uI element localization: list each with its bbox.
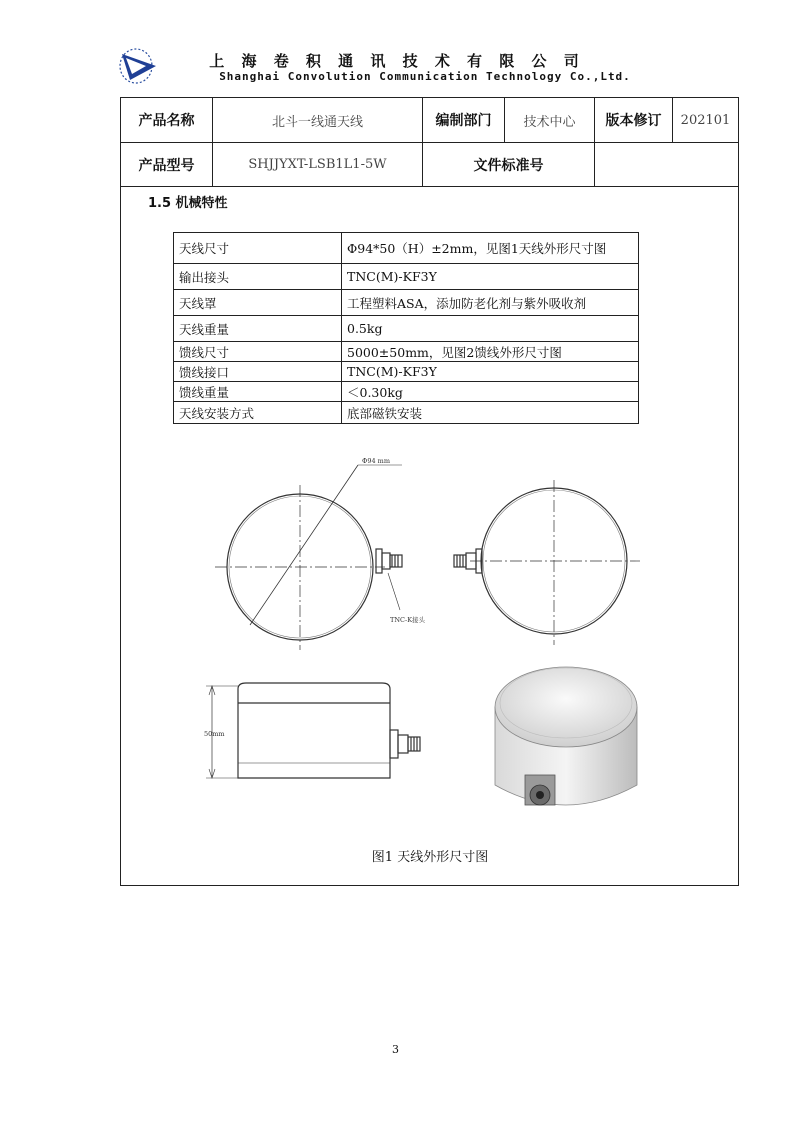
spec-key: 馈线尺寸 [174,342,342,362]
connector-label: TNC-K接头 [390,616,426,624]
antenna-3d-render [495,667,637,805]
company-name-cn: 上 海 卷 积 通 讯 技 术 有 限 公 司 [209,52,585,70]
table-row [174,233,639,264]
spec-value: ＜0.30kg [342,382,639,402]
figure-caption: 图1 天线外形尺寸图 [371,850,489,865]
top-view-left [215,465,402,650]
header-divider-2 [121,186,738,187]
table-row [174,342,639,362]
spec-key: 天线尺寸 [174,233,342,264]
spec-value: Φ94*50（H）±2mm，见图1天线外形尺寸图 [342,233,639,264]
std-value [595,143,738,186]
table-row [174,290,639,316]
version-value: 202101 [680,112,731,128]
spec-key: 馈线接口 [174,362,342,382]
company-name-en: Shanghai Convolution Communication Technology Co.,Ltd. [219,70,631,83]
spec-table [173,232,639,424]
spec-value: 底部磁铁安装 [342,402,639,424]
spec-key: 天线重量 [174,316,342,342]
std-label: 文件标准号 [423,143,595,186]
table-row [174,316,639,342]
spec-value: 0.5kg [342,316,639,342]
dept-label: 编制部门 [423,98,505,142]
spec-value: TNC(M)-KF3Y [342,264,639,290]
top-view-right [454,480,640,645]
spec-value: TNC(M)-KF3Y [342,362,639,382]
spec-key: 天线安装方式 [174,402,342,424]
spec-value: 工程塑料ASA，添加防老化剂与紫外吸收剂 [342,290,639,316]
spec-key: 馈线重量 [174,382,342,402]
spec-key: 输出接头 [174,264,342,290]
model-label: 产品型号 [121,143,213,186]
spec-key: 天线罩 [174,290,342,316]
dim-diameter-label: Φ94 mm [362,457,390,465]
table-row [174,402,639,424]
side-view [206,683,420,778]
dept-value: 技术中心 [505,98,595,142]
version-label: 版本修订 [595,98,673,142]
product-name-value: 北斗一线通天线 [213,98,423,142]
section-title: 1.5 机械特性 [148,196,228,211]
table-row [174,382,639,402]
product-name-label: 产品名称 [121,98,213,142]
dim-height-label: 50mm [204,730,225,738]
page-number: 3 [392,1043,399,1056]
antenna-dimension-figure [190,445,650,835]
table-row [174,264,639,290]
spec-value: 5000±50mm，见图2馈线外形尺寸图 [342,342,639,362]
table-row [174,362,639,382]
model-value: SHJJYXT-LSB1L1-5W [213,143,423,186]
